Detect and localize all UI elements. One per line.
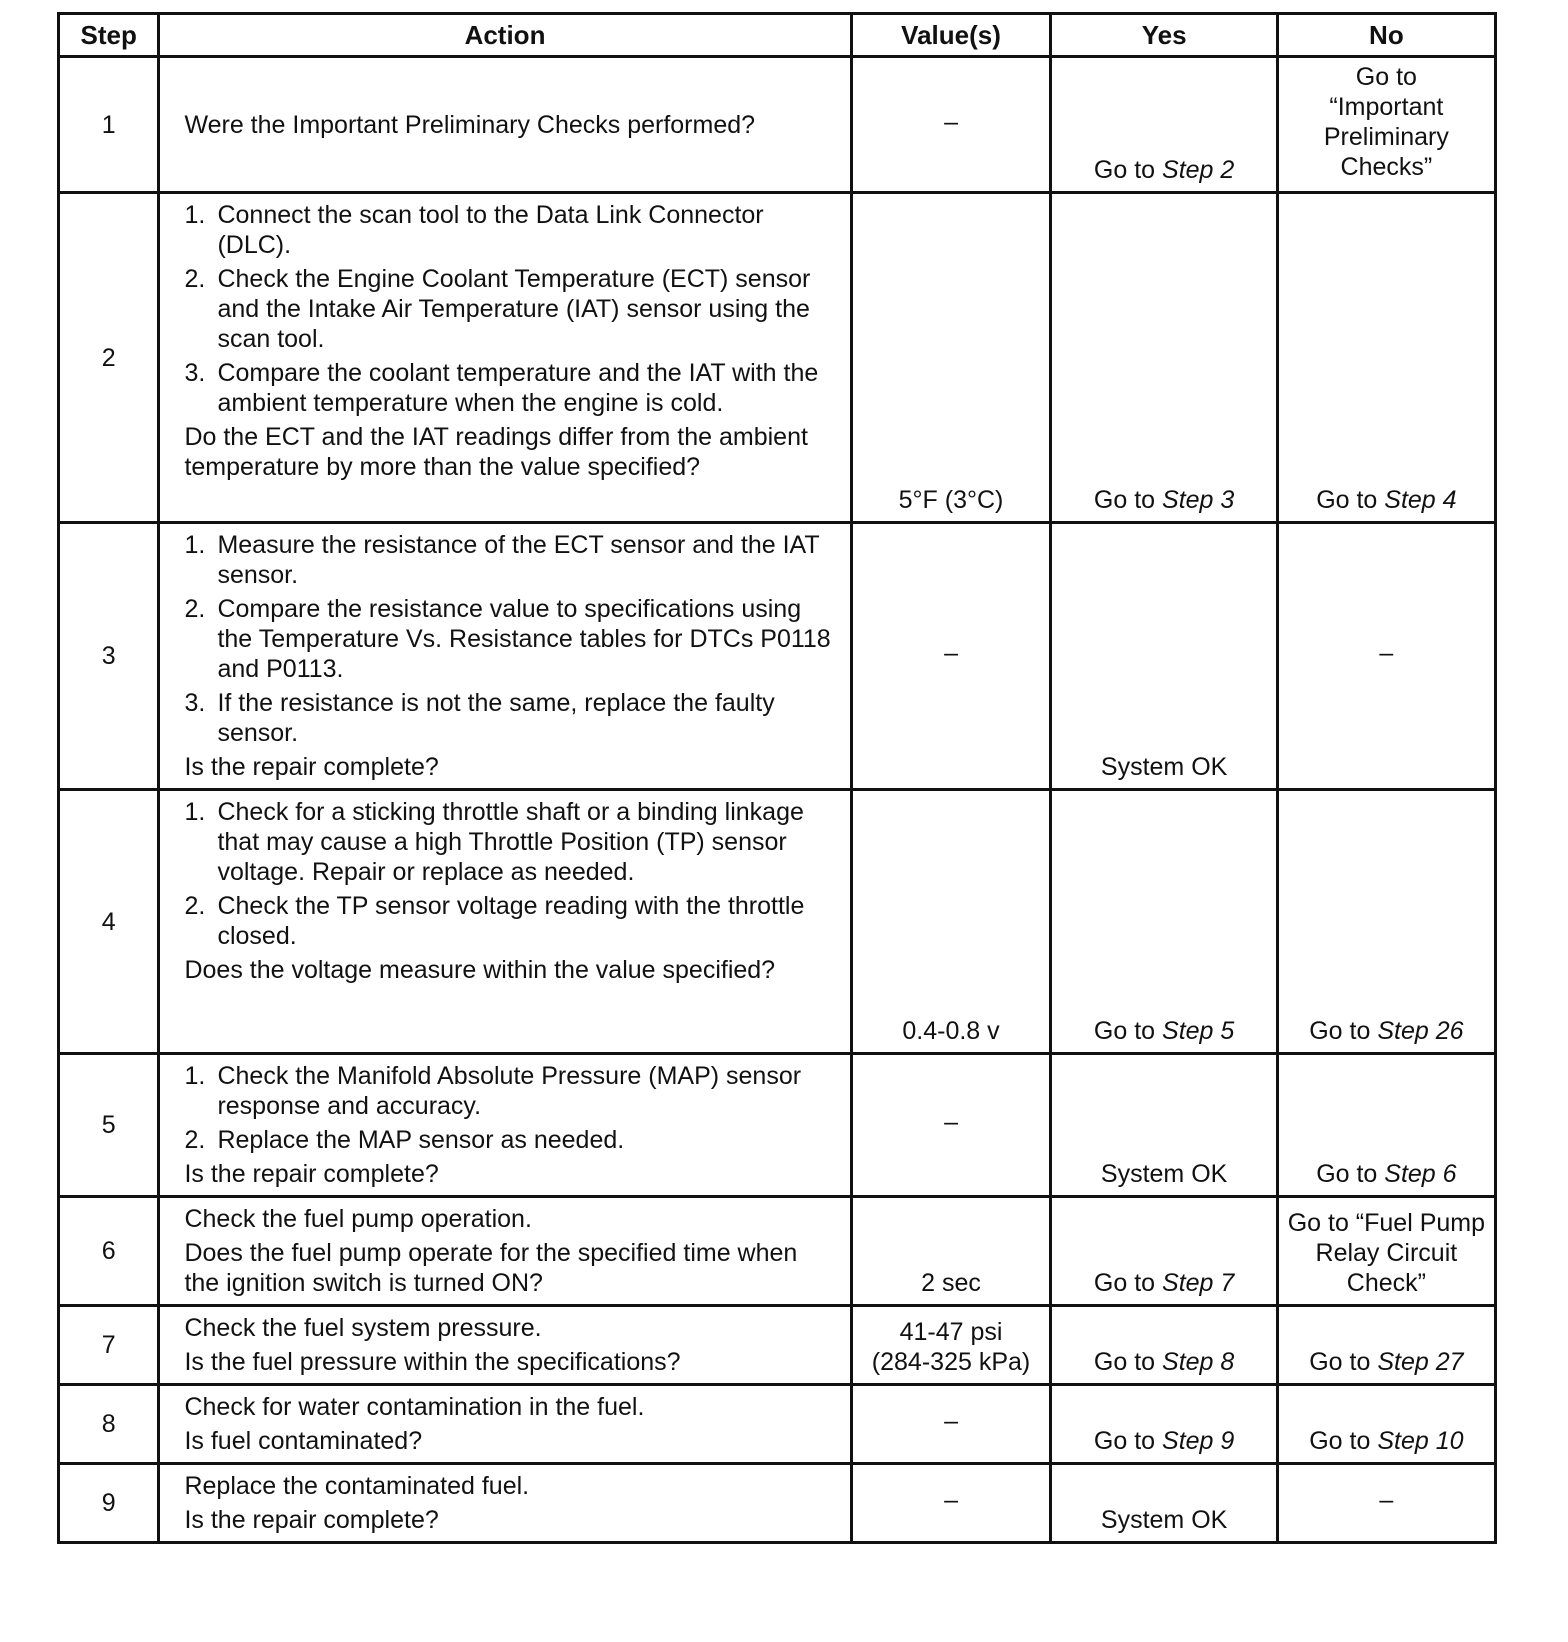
no-prefix: Go to [1309,1348,1378,1376]
no-text[interactable]: Go to “Fuel Pump Relay Circuit Check” [1287,1209,1486,1297]
value-cell [851,1306,1051,1385]
instruction-item: 2. Check the Engine Coolant Temperature (ECT) sensor and the Intake Air Temperature (IAT) sensor using the scan tool. [184,265,811,353]
header-row [59,14,1496,57]
instruction-item: 1. Check the Manifold Absolute Pressure (MAP) sensor response and accuracy. [184,1062,802,1120]
instruction-list [184,530,837,748]
action-cell [159,1306,851,1385]
no-step-link[interactable]: Step 27 [1377,1348,1464,1376]
header-action: Action [159,14,851,57]
yes-cell[interactable]: System OK [1051,1464,1277,1543]
value-cell: 0.4-0.8 v [851,790,1051,1054]
value-cell: – [851,1385,1051,1464]
instruction-item: 1. Check for a sticking throttle shaft or a binding linkage that may cause a high Throttle Position (TP) sensor voltage. Repair or replace as needed. [184,798,804,886]
question-text: Is the repair complete? [184,1160,439,1188]
yes-cell [1051,790,1277,1054]
yes-prefix: Go to [1093,486,1163,514]
step-number: 3 [59,523,159,790]
no-cell: – [1277,523,1495,790]
value-line: (284-325 kPa) [871,1348,1031,1376]
instruction-item: 3. If the resistance is not the same, replace the faulty sensor. [184,689,775,747]
yes-step-link[interactable]: Step 8 [1162,1348,1235,1376]
yes-cell [1051,1197,1277,1306]
table-row [59,1197,1496,1306]
yes-prefix: Go to [1093,156,1163,184]
yes-cell [1051,193,1277,523]
value-cell: – [851,1464,1051,1543]
value-cell: – [851,523,1051,790]
value-cell: 2 sec [851,1197,1051,1306]
lead-text: Check the fuel pump operation. [184,1205,532,1233]
action-cell [159,1385,851,1464]
instruction-list [184,797,837,951]
no-cell [1277,1306,1495,1385]
no-cell: – [1277,1464,1495,1543]
step-number: 7 [59,1306,159,1385]
question-text: Does the voltage measure within the value specified? [184,956,776,984]
table-row [59,790,1496,1054]
table-row [59,523,1496,790]
action-cell [159,1054,851,1197]
no-cell [1277,790,1495,1054]
table-row [59,57,1496,193]
table-row [59,193,1496,523]
value-cell: – [851,1054,1051,1197]
question-text: Do the ECT and the IAT readings differ from the ambient temperature by more than the value specified? [184,423,808,481]
value-cell: – [851,57,1051,193]
no-cell [1277,193,1495,523]
table-row [59,1306,1496,1385]
no-cell [1277,1054,1495,1197]
instruction-item: 2. Replace the MAP sensor as needed. [184,1126,625,1154]
instruction-item: 3. Compare the coolant temperature and the IAT with the ambient temperature when the engine is cold. [184,359,819,417]
no-prefix: Go to [1316,1160,1385,1188]
yes-prefix: Go to [1093,1427,1163,1455]
diagnostic-table [57,12,1497,1544]
instruction-item: 1. Connect the scan tool to the Data Link Connector (DLC). [184,201,764,259]
no-step-link[interactable]: Step 6 [1384,1160,1457,1188]
instruction-list [184,200,837,418]
question-text: Were the Important Preliminary Checks performed? [184,110,756,139]
value-cell: 5°F (3°C) [851,193,1051,523]
step-number: 8 [59,1385,159,1464]
step-number: 4 [59,790,159,1054]
action-cell [159,57,851,193]
yes-step-link[interactable]: Step 9 [1162,1427,1235,1455]
yes-cell[interactable]: System OK [1051,523,1277,790]
yes-step-link[interactable]: Step 5 [1162,1017,1235,1045]
no-step-link[interactable]: Step 10 [1377,1427,1464,1455]
no-cell [1277,1385,1495,1464]
lead-text: Check the fuel system pressure. [184,1314,542,1342]
yes-step-link[interactable]: Step 2 [1162,156,1235,184]
action-cell [159,193,851,523]
yes-step-link[interactable]: Step 7 [1162,1269,1235,1297]
value-line: 41-47 psi [899,1318,1003,1346]
header-step: Step [59,14,159,57]
yes-prefix: Go to [1093,1348,1163,1376]
yes-step-link[interactable]: Step 3 [1162,486,1235,514]
action-cell [159,790,851,1054]
yes-prefix: Go to [1093,1269,1163,1297]
no-prefix: Go to [1309,1427,1378,1455]
header-yes: Yes [1051,14,1277,57]
yes-cell [1051,1306,1277,1385]
table-row [59,1385,1496,1464]
instruction-item: 2. Compare the resistance value to specifications using the Temperature Vs. Resistance tables for DTCs P0118 and P0113. [184,595,831,683]
action-cell [159,523,851,790]
yes-cell [1051,57,1277,193]
step-number: 1 [59,57,159,193]
question-text: Is fuel contaminated? [184,1427,423,1455]
step-number: 2 [59,193,159,523]
no-cell [1277,1197,1495,1306]
header-values: Value(s) [851,14,1051,57]
no-cell [1277,57,1495,193]
instruction-item: 1. Measure the resistance of the ECT sensor and the IAT sensor. [184,531,820,589]
lead-text: Check for water contamination in the fuel. [184,1393,645,1421]
step-number: 5 [59,1054,159,1197]
lead-text: Replace the contaminated fuel. [184,1472,530,1500]
question-text: Is the repair complete? [184,1506,439,1534]
yes-prefix: Go to [1093,1017,1163,1045]
question-text: Is the repair complete? [184,753,439,781]
header-no: No [1277,14,1495,57]
step-number: 6 [59,1197,159,1306]
yes-cell [1051,1385,1277,1464]
yes-cell[interactable]: System OK [1051,1054,1277,1197]
diagnostic-document [57,12,1497,1544]
no-step-link[interactable]: Step 26 [1377,1017,1464,1045]
action-cell [159,1464,851,1543]
instruction-list [184,1061,837,1155]
no-text[interactable]: Go to “Important Preliminary Checks” [1323,63,1449,181]
action-cell [159,1197,851,1306]
step-number: 9 [59,1464,159,1543]
question-text: Does the fuel pump operate for the specified time when the ignition switch is turned ON? [184,1239,798,1297]
table-row [59,1054,1496,1197]
no-prefix: Go to [1309,1017,1378,1045]
no-step-link[interactable]: Step 4 [1384,486,1457,514]
table-row [59,1464,1496,1543]
no-prefix: Go to [1316,486,1385,514]
question-text: Is the fuel pressure within the specifications? [184,1348,681,1376]
instruction-item: 2. Check the TP sensor voltage reading with the throttle closed. [184,892,805,950]
